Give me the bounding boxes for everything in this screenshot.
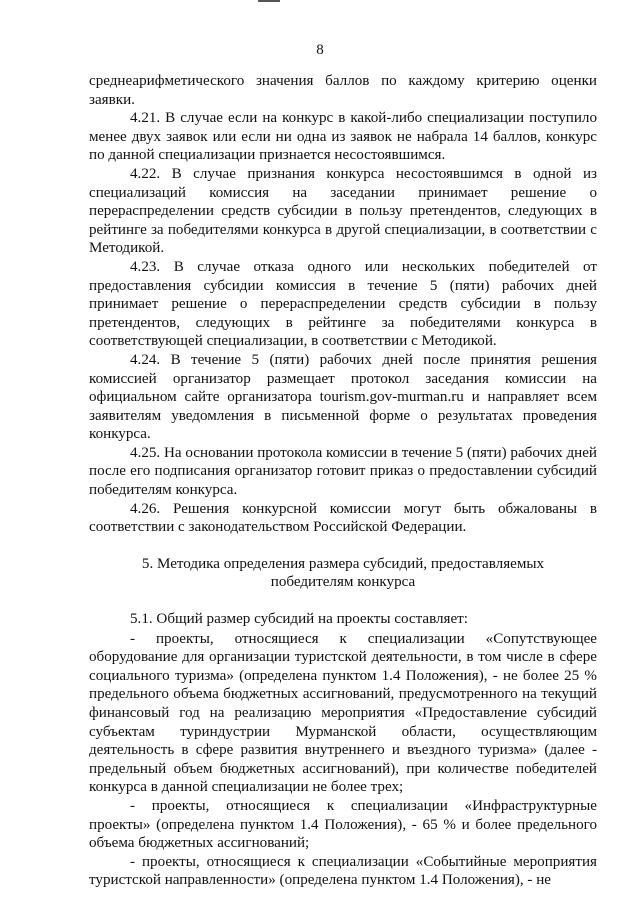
paragraph-4-21: 4.21. В случае если на конкурс в какой-либо специализации поступило менее двух заявок или если ни одна из заявок не набрала 14 баллов, конкурс по данной специализации признается несостоявшимся. <box>89 110 597 164</box>
document-body <box>89 72 597 890</box>
paragraph-4-22: 4.22. В случае признания конкурса несостоявшимся в одной из специализаций комиссия на заседании принимает решение о перераспределении средств субсидии в пользу претендентов, следующих в рейтинге за победителями конкурса в другой специализации, в соответствии с Методикой. <box>89 165 597 257</box>
paragraph-4-24: 4.24. В течение 5 (пяти) рабочих дней после принятия решения комиссией организатор размещает протокол заседания комиссии на официальном сайте организатора tourism.gov-murman.ru и направляет всем заявителям уведомления в письменной форме о результатах проведения конкурса. <box>89 351 597 443</box>
list-item-accompanying-equipment: - проекты, относящиеся к специализации «Сопутствующее оборудование для организации туристской деятельности, в том числе в сфере социального туризма» (определена пунктом 1.4 Положения), - не более 25 % предельного объема бюджетных ассигнований, предусмотренного на текущий финансовый год на реализацию мероприятия «Предоставление субсидий субъектам туриндустрии Мурманской области, осуществляющим деятельность в сфере развития внутреннего и въездного туризма» (далее - предельный объем бюджетных ассигнований), при количестве победителей конкурса в данной специализации не более трех; <box>89 630 597 796</box>
paragraph-4-25: 4.25. На основании протокола комиссии в течение 5 (пяти) рабочих дней после его подписания организатор готовит приказ о предоставлении субсидий победителям конкурса. <box>89 444 598 499</box>
list-item-infrastructure-projects: - проекты, относящиеся к специализации «Инфраструктурные проекты» (определена пунктом 1.4 Положения), - 65 % и более предельного объема бюджетных ассигнований; <box>89 797 597 852</box>
list-item-event-activities: - проекты, относящиеся к специализации «Событийные мероприятия туристской направленности» (определена пунктом 1.4 Положения), - не <box>89 853 597 889</box>
paragraph-4-26: 4.26. Решения конкурсной комиссии могут быть обжалованы в соответствии с законодательством Российской Федерации. <box>89 500 597 536</box>
section-5-heading: 5. Методика определения размера субсидий, предоставляемых победителям конкурса <box>141 555 545 591</box>
paragraph-continuation: среднеарифметического значения баллов по каждому критерию оценки заявки. <box>89 73 597 108</box>
paragraph-4-23: 4.23. В случае отказа одного или нескольких победителей от предоставления субсидии комиссия в течение 5 (пяти) рабочих дней принимает решение о перераспределении средств субсидии в пользу претендентов, следующих в рейтинге за победителями конкурса в соответствующей специализации, в соответствии с Методикой. <box>89 258 597 350</box>
scan-mark <box>258 0 280 2</box>
page-number: 8 <box>316 42 324 58</box>
paragraph-5-1: 5.1. Общий размер субсидий на проекты составляет: <box>130 611 468 628</box>
